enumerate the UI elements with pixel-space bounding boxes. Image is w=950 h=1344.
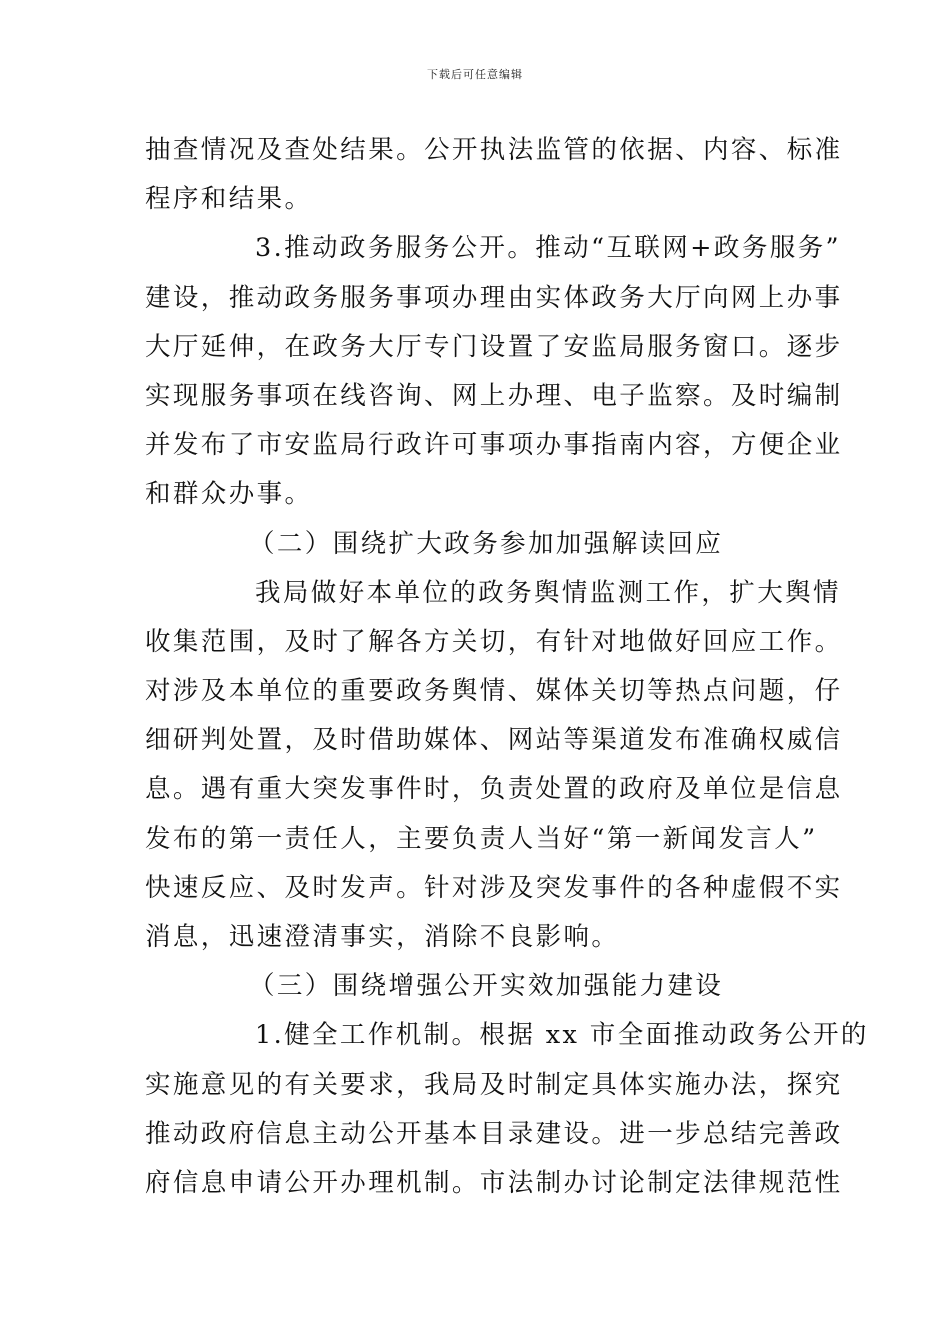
- body-line: 细研判处置，及时借助媒体、网站等渠道发布准确权威信: [145, 725, 843, 756]
- section-heading: （二）围绕扩大政务参加加强解读回应: [249, 528, 724, 559]
- body-line: 建设，推动政务服务事项办理由实体政务大厅向网上办事: [145, 282, 843, 313]
- body-line: 和群众办事。: [145, 479, 313, 510]
- body-line: 推动政府信息主动公开基本目录建设。进一步总结完善政: [145, 1118, 843, 1149]
- section-heading: （三）围绕增强公开实效加强能力建设: [249, 971, 724, 1002]
- body-line: 程序和结果。: [145, 184, 313, 215]
- body-line: 息。遇有重大突发事件时，负责处置的政府及单位是信息: [145, 774, 843, 805]
- body-line: 消息，迅速澄清事实，消除不良影响。: [145, 922, 620, 952]
- document-body: [145, 126, 869, 1208]
- body-line: 收集范围，及时了解各方关切，有针对地做好回应工作。: [145, 626, 843, 657]
- page-header-note: 下载后可任意编辑: [427, 68, 523, 81]
- body-line: 并发布了市安监局行政许可事项办事指南内容，方便企业: [145, 430, 843, 461]
- body-line: 发布的第一责任人，主要负责人当好“第一新闻发言人”: [145, 823, 818, 854]
- body-line: 对涉及本单位的重要政务舆情、媒体关切等热点问题，仔: [145, 676, 843, 707]
- paragraph-start: 我局做好本单位的政务舆情监测工作，扩大舆情: [255, 577, 841, 608]
- body-line: 实现服务事项在线咨询、网上办理、电子监察。及时编制: [145, 380, 843, 411]
- body-line: 实施意见的有关要求，我局及时制定具体实施办法，探究: [145, 1069, 843, 1100]
- numbered-paragraph-start: 3.推动政务服务公开。推动“互联网+政务服务”: [255, 233, 841, 264]
- numbered-paragraph-start: 1.健全工作机制。根据 xx 市全面推动政务公开的: [255, 1020, 869, 1051]
- body-line: 抽查情况及查处结果。公开执法监管的依据、内容、标准: [145, 135, 843, 165]
- body-line: 快速反应、及时发声。针对涉及突发事件的各种虚假不实: [145, 872, 843, 903]
- body-line: 府信息申请公开办理机制。市法制办讨论制定法律规范性: [145, 1167, 843, 1198]
- body-line: 大厅延伸，在政务大厅专门设置了安监局服务窗口。逐步: [145, 331, 843, 362]
